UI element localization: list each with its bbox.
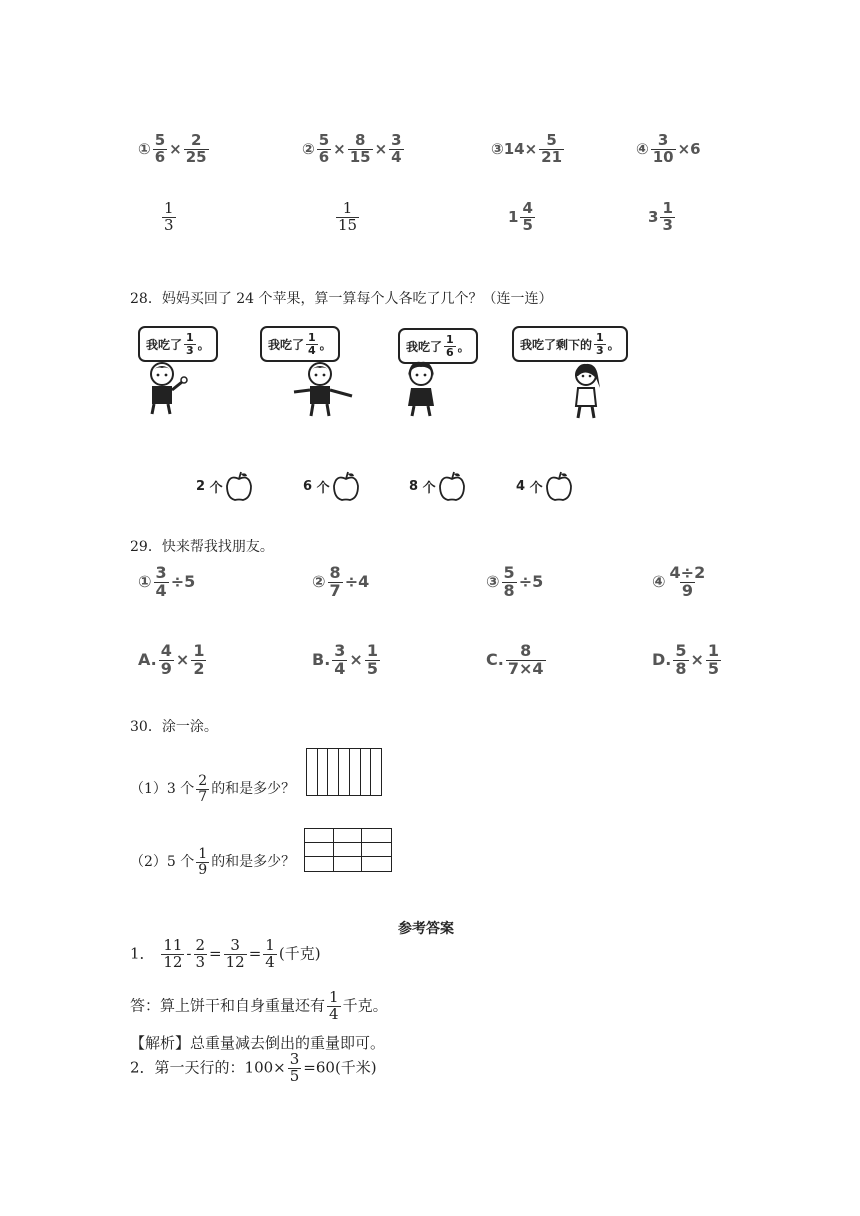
- boy-1-icon: [140, 360, 192, 416]
- answer-1-reply: 答：算上饼干和自身重量还有 $\frac{1}{4}$ 千克。: [130, 988, 388, 1023]
- shading-grid-9-parts[interactable]: [304, 828, 392, 872]
- apple-icon: [436, 470, 468, 502]
- apple-group-3: 8 个: [409, 470, 468, 502]
- q29-top-4: ④ $\frac{4\div 2}{9}$: [652, 563, 706, 600]
- q30-item-1: （1）3 个 $\frac{2}{7}$ 的和是多少？: [130, 773, 296, 805]
- speech-bubble-2: 我吃了 $\frac{1}{4}$ 。: [260, 326, 340, 362]
- q27-answer-4: 3 $\frac{1}{3}$: [648, 199, 673, 234]
- q30-item-2: （2）5 个 $\frac{1}{9}$ 的和是多少？: [130, 846, 296, 878]
- apple-group-4: 4 个: [516, 470, 575, 502]
- q29-bottom-d: D. $\frac{5}{8}$ × $\frac{1}{5}$: [652, 641, 720, 678]
- q27-answer-1: $\frac{1}{3}$: [164, 199, 174, 234]
- shading-grid-7-parts[interactable]: [306, 748, 382, 796]
- q29-title: 29．快来帮我找朋友。: [130, 539, 274, 555]
- answers-heading: 参考答案: [398, 921, 454, 937]
- q30-title: 30．涂一涂。: [130, 719, 218, 735]
- q29-bottom-c: C. $\frac{8}{7\times 4}$: [486, 641, 544, 678]
- q29-top-3: ③ $\frac{5}{8}$ ÷5: [486, 563, 544, 600]
- boy-2-icon: [290, 360, 356, 418]
- q27-answer-3: 1 $\frac{4}{5}$: [508, 199, 533, 234]
- speech-bubble-1: 我吃了 $\frac{1}{3}$ 。: [138, 326, 218, 362]
- q29-bottom-b: B. $\frac{3}{4}$ × $\frac{1}{5}$: [312, 641, 378, 678]
- q27-expr-4: ④ $\frac{3}{10}$ ×6: [636, 131, 701, 166]
- answer-1-note: 【解析】总重量减去倒出的重量即可。: [130, 1034, 386, 1052]
- q29-top-2: ② $\frac{8}{7}$ ÷4: [312, 563, 370, 600]
- q27-expr-3: ③14× $\frac{5}{21}$: [491, 131, 563, 166]
- q29-top-1: ① $\frac{3}{4}$ ÷5: [138, 563, 196, 600]
- q28-title: 28．妈妈买回了 24 个苹果，算一算每个人各吃了几个？（连一连）: [130, 291, 553, 307]
- speech-bubble-3: 我吃了 $\frac{1}{6}$ 。: [398, 328, 478, 364]
- speech-bubble-4: 我吃了剩下的 $\frac{1}{3}$ 。: [512, 326, 628, 362]
- q27-expr-2: ② $\frac{5}{6}$ × $\frac{8}{15}$ × $\frac{3}{4}$: [302, 131, 402, 166]
- girl-2-icon: [566, 362, 606, 420]
- q29-bottom-a: A. $\frac{4}{9}$ × $\frac{1}{2}$: [138, 641, 205, 678]
- q27-answer-2: $\frac{1}{15}$: [338, 199, 358, 234]
- answer-1-equation: 1． $\frac{11}{12}$ - $\frac{2}{3}$ = $\frac{3}{12}$ = $\frac{1}{4}$ (千克): [130, 936, 321, 971]
- apple-group-2: 6 个: [303, 470, 362, 502]
- q27-expr-1: ① $\frac{5}{6}$ × $\frac{2}{25}$: [138, 131, 207, 166]
- apple-group-1: 2 个: [196, 470, 255, 502]
- answer-2-equation: 2．第一天行的：100× $\frac{3}{5}$ =60(千米): [130, 1050, 377, 1085]
- apple-icon: [330, 470, 362, 502]
- girl-1-icon: [398, 360, 444, 418]
- apple-icon: [543, 470, 575, 502]
- apple-icon: [223, 470, 255, 502]
